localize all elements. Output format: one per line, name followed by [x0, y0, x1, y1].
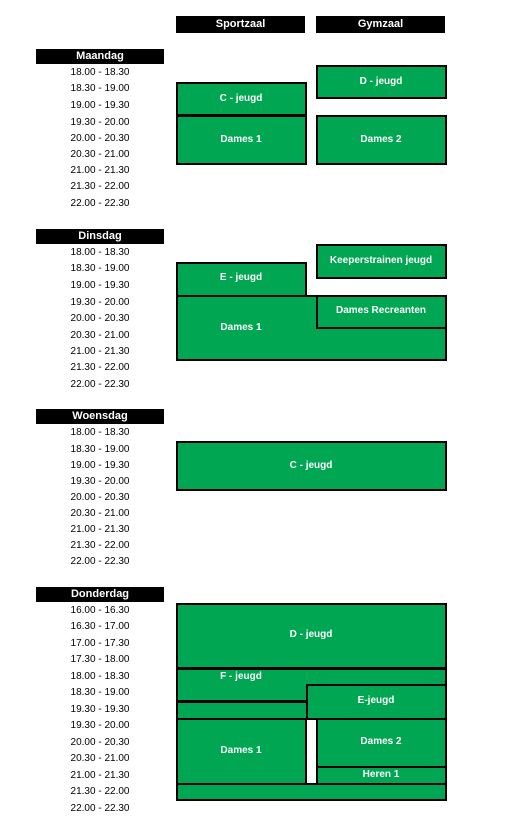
- day-header-maandag: Maandag: [36, 49, 164, 64]
- time-slot: 19.00 - 19.30: [70, 100, 130, 111]
- time-slot: 20.00 - 20.30: [70, 737, 130, 748]
- time-slot: 18.30 - 19.00: [70, 687, 130, 698]
- time-slot: 21.00 - 21.30: [70, 346, 130, 357]
- block-label: E - jeugd: [219, 272, 263, 283]
- block-label: Dames 2: [360, 736, 402, 747]
- time-slot: 21.30 - 22.00: [70, 362, 130, 373]
- time-slot: 22.00 - 22.30: [70, 198, 130, 209]
- time-slot: 20.30 - 21.00: [70, 330, 130, 341]
- block-label: Dames 1: [220, 134, 262, 145]
- time-slot: 20.30 - 21.00: [70, 508, 130, 519]
- time-slot: 18.30 - 19.00: [70, 444, 130, 455]
- time-slot: 18.00 - 18.30: [70, 67, 130, 78]
- time-slot: 19.00 - 19.30: [70, 280, 130, 291]
- time-slot: 19.30 - 20.00: [70, 720, 130, 731]
- block-label: C - jeugd: [219, 93, 263, 104]
- time-slot: 20.30 - 21.00: [70, 149, 130, 160]
- block-label: Keeperstrainen jeugd: [329, 255, 433, 266]
- block-label: Dames 1: [220, 745, 262, 756]
- time-slot: 17.00 - 17.30: [70, 638, 130, 649]
- time-slot: 19.30 - 19.30: [70, 704, 130, 715]
- time-slot: 17.30 - 18.00: [70, 654, 130, 665]
- time-slot: 21.30 - 22.00: [70, 540, 130, 551]
- time-slot: 22.00 - 22.30: [70, 803, 130, 814]
- time-slot: 20.00 - 20.30: [70, 313, 130, 324]
- day-header-donderdag: Donderdag: [36, 587, 164, 602]
- block-label: Dames Recreanten: [335, 305, 427, 316]
- block-label: Dames 2: [360, 134, 402, 145]
- block-label: C - jeugd: [289, 460, 333, 471]
- time-slot: 20.00 - 20.30: [70, 133, 130, 144]
- time-slot: 18.30 - 19.00: [70, 83, 130, 94]
- block-label: D - jeugd: [359, 76, 403, 87]
- column-header-sportzaal: Sportzaal: [176, 16, 305, 33]
- time-slot: 18.30 - 19.00: [70, 263, 130, 274]
- time-slot: 18.00 - 18.30: [70, 671, 130, 682]
- time-slot: 19.30 - 20.00: [70, 297, 130, 308]
- time-slot: 16.30 - 17.00: [70, 621, 130, 632]
- time-slot: 20.30 - 21.00: [70, 753, 130, 764]
- block-label: D - jeugd: [289, 629, 333, 640]
- day-header-dinsdag: Dinsdag: [36, 229, 164, 244]
- schedule-block: [176, 783, 447, 801]
- time-slot: 22.00 - 22.30: [70, 379, 130, 390]
- block-label: Dames 1: [220, 322, 262, 333]
- time-slot: 21.30 - 22.00: [70, 786, 130, 797]
- time-slot: 16.00 - 16.30: [70, 605, 130, 616]
- time-slot: 21.00 - 21.30: [70, 524, 130, 535]
- day-header-woensdag: Woensdag: [36, 409, 164, 424]
- time-slot: 20.00 - 20.30: [70, 492, 130, 503]
- block-label: Heren 1: [362, 769, 400, 780]
- column-header-gymzaal: Gymzaal: [316, 16, 445, 33]
- time-slot: 21.30 - 22.00: [70, 181, 130, 192]
- time-slot: 18.00 - 18.30: [70, 427, 130, 438]
- block-label: F - jeugd: [220, 671, 262, 682]
- time-slot: 19.30 - 20.00: [70, 476, 130, 487]
- time-slot: 21.00 - 21.30: [70, 165, 130, 176]
- time-slot: 19.00 - 19.30: [70, 460, 130, 471]
- block-label: E-jeugd: [357, 695, 395, 706]
- time-slot: 18.00 - 18.30: [70, 247, 130, 258]
- time-slot: 19.30 - 20.00: [70, 117, 130, 128]
- time-slot: 21.00 - 21.30: [70, 770, 130, 781]
- time-slot: 22.00 - 22.30: [70, 556, 130, 567]
